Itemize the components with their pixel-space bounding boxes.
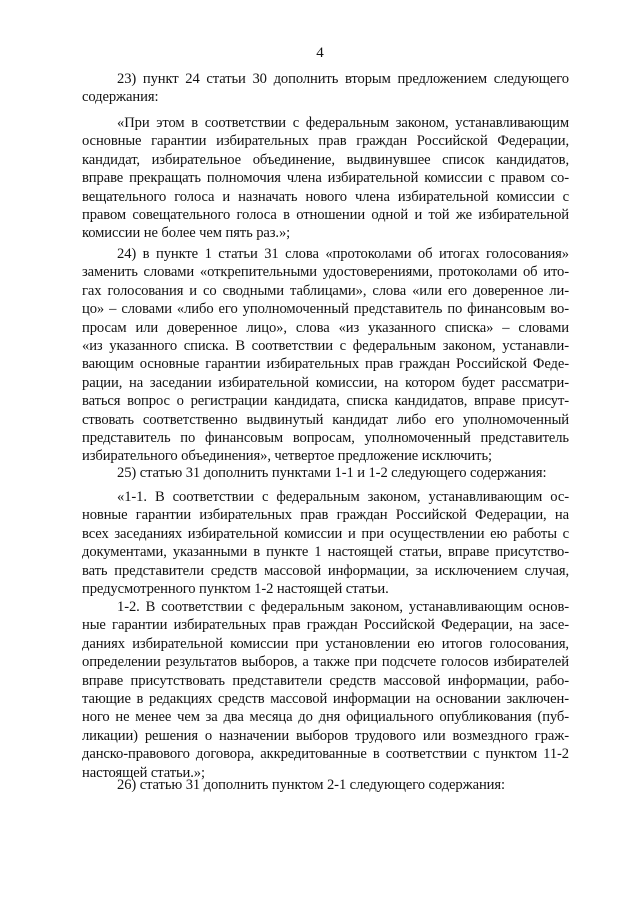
paragraph-line: даниях избирательной комиссии при установлении ею итогов голосования, <box>82 635 569 652</box>
paragraph-line: вправе присутствовать представители средств массовой информации, рабо- <box>82 672 569 689</box>
paragraph-line: 24) в пункте 1 статьи 31 слова «протоколами об итогах голосования» <box>117 246 569 262</box>
paragraph-line: ного не менее чем за два месяца до дня официального опубликования (пуб- <box>82 709 569 726</box>
paragraph-line: вещательного голоса и назначать нового члена избирательной комиссии с <box>82 188 569 205</box>
paragraph-line: содержания: <box>82 89 159 106</box>
paragraph-line: ликации) решения о назначении выборов трудового или возмездного граж- <box>82 727 569 744</box>
paragraph-line: данско-правового договора, аккредитованные в соответствии с пунктом 11-2 <box>82 746 569 763</box>
paragraph-line: гах голосования и со сводными таблицами», слова «или его доверенное ли- <box>82 282 569 299</box>
paragraph-line: новные гарантии избирательных прав граждан Российской Федерации, на <box>82 507 569 524</box>
paragraph-line: «1-1. В соответствии с федеральным законом, устанавливающим ос- <box>117 489 569 505</box>
paragraph-line: ваться вопрос о регистрации кандидата, списка кандидатов, вправе присут- <box>82 393 569 410</box>
paragraph-line: избирательного объединения», четвертое предложение исключить; <box>82 448 492 465</box>
paragraph-line: основные гарантии избирательных прав граждан Российской Федерации, <box>82 133 569 150</box>
paragraph-line: комиссии не более чем пять раз.»; <box>82 225 291 242</box>
paragraph-line: представитель по финансовым вопросам, уполномоченный представитель <box>82 429 569 446</box>
paragraph-line: тающие в редакциях средств массовой информации на основании заключен- <box>82 690 569 707</box>
paragraph-line: 23) пункт 24 статьи 30 дополнить вторым предложением следующего <box>117 71 569 87</box>
paragraph-line: правом совещательного голоса в отношении одной и той же избирательной <box>82 206 569 223</box>
paragraph-line: предусмотренного пунктом 1-2 настоящей статьи. <box>82 580 389 597</box>
paragraph-point-1-2 <box>82 598 569 782</box>
paragraph-line: заменить словами «открепительными удостоверениями, протоколами об ито- <box>82 264 569 281</box>
paragraph-item-24 <box>82 245 569 466</box>
paragraph-line: цо» – словами «либо его уполномоченный представитель по финансовым во- <box>82 301 569 318</box>
paragraph-item-25 <box>82 464 569 482</box>
paragraph-item-26 <box>82 776 569 794</box>
paragraph-line: всех заседаниях избирательной комиссии и при осуществлении ею работы с <box>82 525 569 542</box>
paragraph-line: «из указанного списка. В соответствии с федеральным законом, устанавли- <box>82 337 569 354</box>
paragraph-point-1-1 <box>82 488 569 598</box>
paragraph-line: документами, указанными в пункте 1 настоящей статьи, вправе присутство- <box>82 544 569 561</box>
paragraph-line: 26) статью 31 дополнить пунктом 2-1 следующего содержания: <box>117 777 505 793</box>
paragraph-line: настоящей статьи.»; <box>82 764 205 781</box>
paragraph-line: вправе прекращать полномочия члена избирательной комиссии с правом со- <box>82 170 569 187</box>
paragraph-line: просам или доверенное лицо», слова «из указанного списка» – словами <box>82 319 569 336</box>
paragraph-line: ные гарантии избирательных прав граждан Российской Федерации, на засе- <box>82 617 569 634</box>
page-number: 4 <box>316 45 324 61</box>
paragraph-line: вающим основные гарантии избирательных прав граждан Российской Феде- <box>82 356 569 373</box>
paragraph-line: рации, на заседании избирательной комиссии, на котором будет рассматри- <box>82 374 569 391</box>
paragraph-line: «При этом в соответствии с федеральным законом, устанавливающим <box>117 115 569 131</box>
paragraph-line: кандидат, избирательное объединение, выдвинувшее список кандидатов, <box>82 151 569 168</box>
paragraph-line: 25) статью 31 дополнить пунктами 1-1 и 1-2 следующего содержания: <box>117 465 547 481</box>
paragraph-quote-23 <box>82 114 569 243</box>
paragraph-line: 1-2. В соответствии с федеральным законом, устанавливающим основ- <box>117 599 569 615</box>
paragraph-line: ствовать соответственно выдвинутый кандидат либо его уполномоченный <box>82 411 569 428</box>
paragraph-item-23 <box>82 70 569 107</box>
paragraph-line: вать представители средств массовой информации, за исключением случая, <box>82 562 569 579</box>
paragraph-line: определении результатов выборов, а также при подсчете голосов избирателей <box>82 654 569 671</box>
